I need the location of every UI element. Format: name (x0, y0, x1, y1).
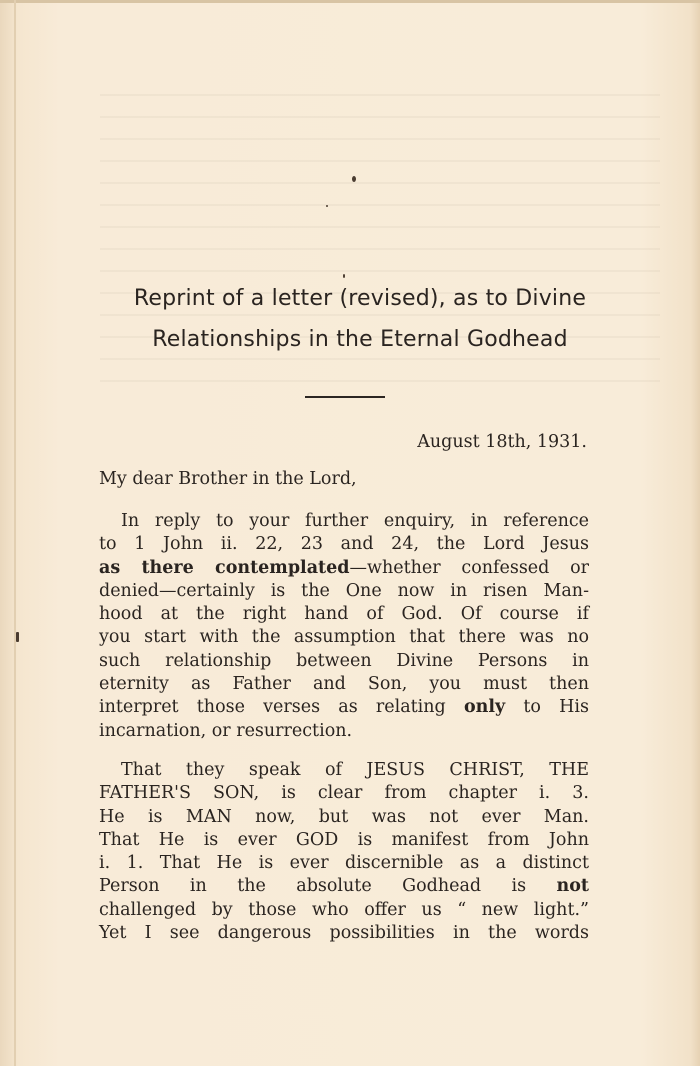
paragraph-line: That He is ever GOD is manifest from John (99, 829, 589, 850)
paragraph-line: That they speak of JESUS CHRIST, THE (121, 760, 589, 780)
show-through-text (100, 80, 660, 400)
document-title-line-2: Relationships in the Eternal Godhead (152, 327, 568, 352)
paragraph-line: challenged by those who offer us “ new light.” (99, 899, 589, 920)
paragraph-line: incarnation, or resurrection. (99, 720, 353, 741)
page-spine-fold (14, 0, 16, 1066)
letter-date: August 18th, 1931. (417, 432, 587, 452)
paragraph-line: Yet I see dangerous possibilities in the words (99, 923, 589, 944)
ink-speck (352, 176, 356, 182)
paragraph-line (99, 875, 589, 898)
paragraph-line: FATHER'S SON, is clear from chapter i. 3. (99, 783, 589, 804)
ink-speck (343, 274, 345, 278)
emphasis-text: as there contemplated (99, 557, 350, 578)
title-divider (305, 396, 385, 398)
paragraph-text: interpret those verses as relating (99, 697, 464, 718)
emphasis-text: only (463, 697, 506, 718)
paragraph-text: to His (505, 697, 589, 718)
paragraph-line (99, 696, 589, 719)
paragraph-text: Person in the absolute Godhead is (99, 876, 557, 897)
paragraph-line: eternity as Father and Son, you must then (99, 674, 589, 695)
ink-speck (326, 205, 328, 207)
paragraph-line: you start with the assumption that there was no (99, 627, 589, 648)
ink-speck (16, 632, 19, 642)
paragraph-line: In reply to your further enquiry, in reference (121, 511, 589, 531)
letter-salutation: My dear Brother in the Lord, (99, 469, 357, 489)
paragraph-line: to 1 John ii. 22, 23 and 24, the Lord Jesus (99, 534, 589, 555)
paragraph-line: i. 1. That He is ever discernible as a distinct (99, 853, 589, 874)
paragraph-text: —whether confessed or (349, 557, 590, 578)
paragraph-1 (99, 510, 589, 743)
page-top-edge (0, 0, 700, 3)
paragraph-line: He is MAN now, but was not ever Man. (99, 806, 589, 827)
paragraph-line: hood at the right hand of God. Of course if (99, 604, 589, 625)
document-title-line-1: Reprint of a letter (revised), as to Divine (133, 286, 587, 311)
paragraph-2 (99, 759, 589, 945)
emphasis-text: not (556, 876, 589, 897)
paragraph-line (99, 557, 589, 580)
paragraph-line: denied—certainly is the One now in risen Man- (99, 580, 589, 601)
paragraph-line: such relationship between Divine Persons in (99, 650, 589, 671)
